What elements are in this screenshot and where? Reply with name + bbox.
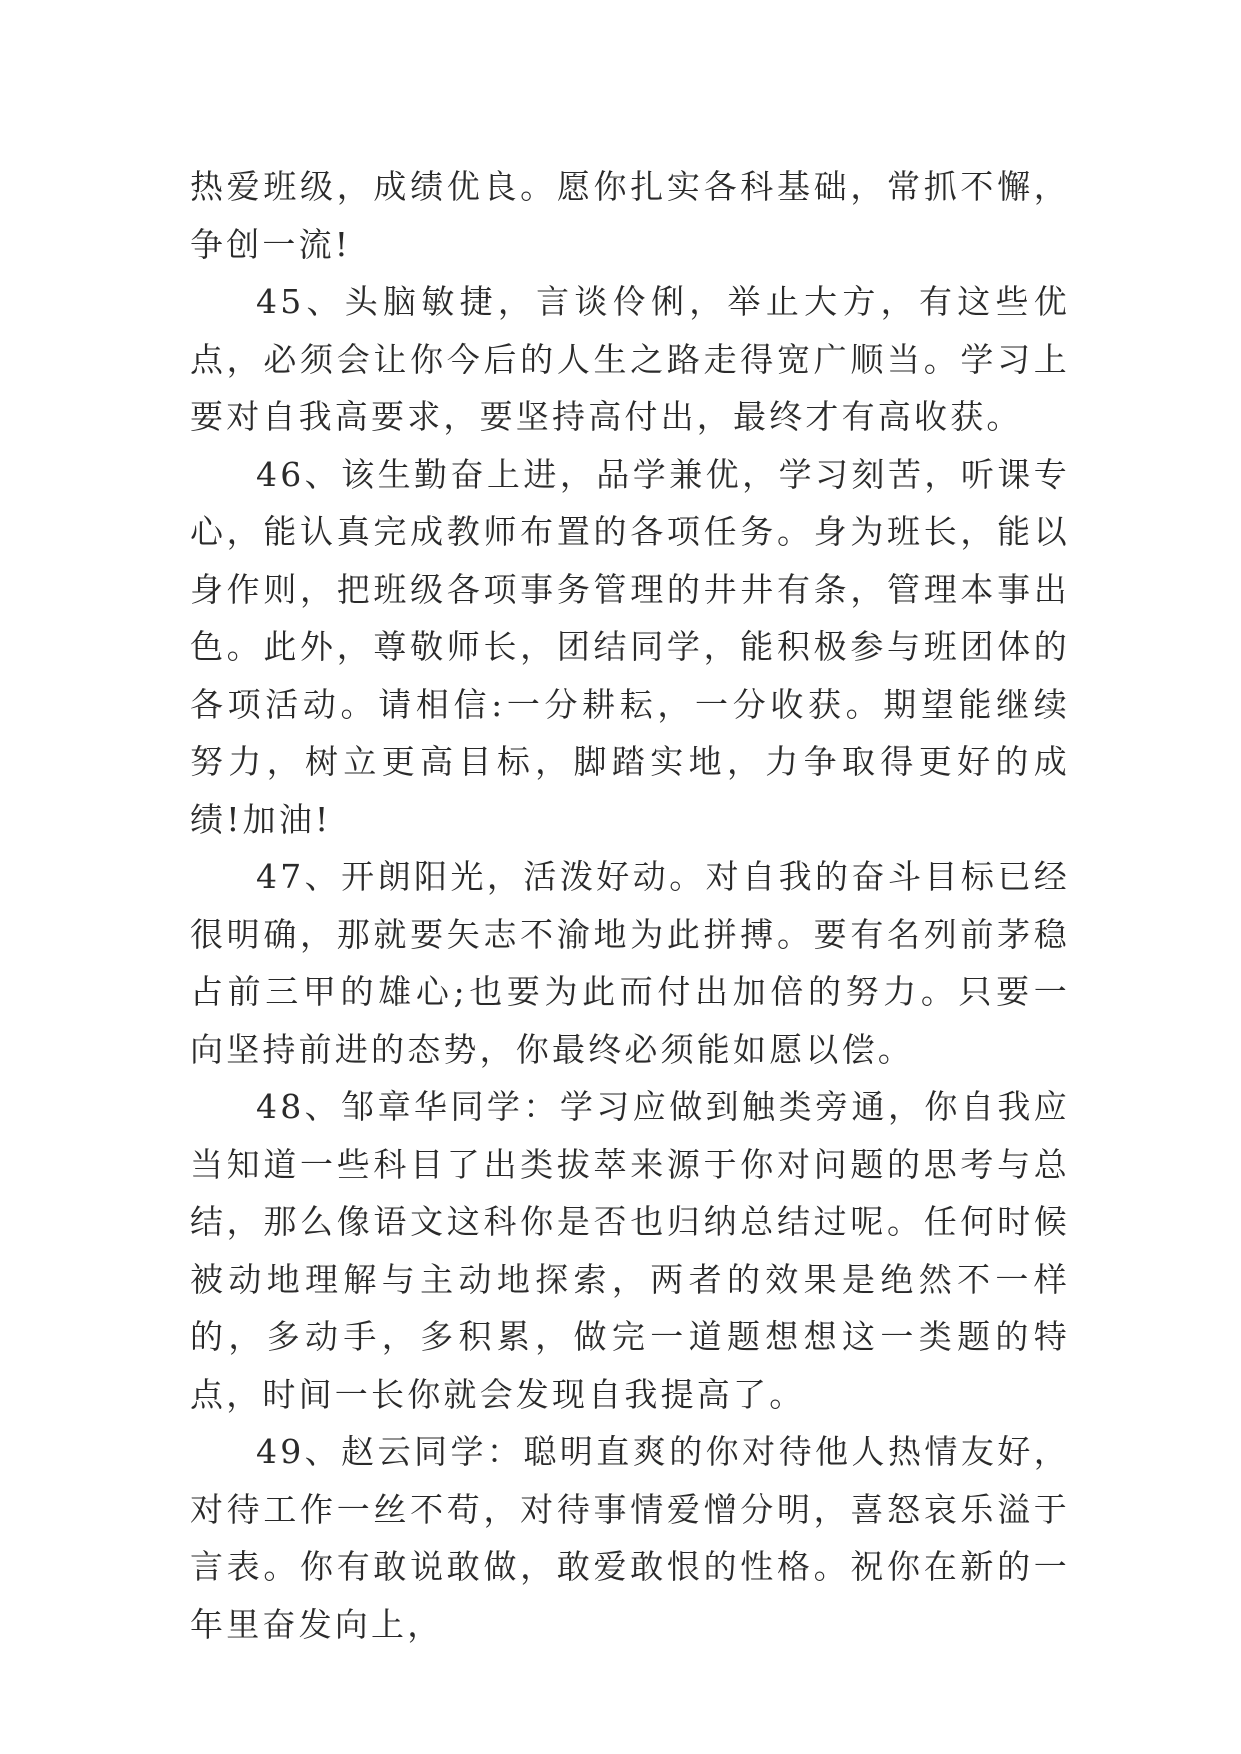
paragraph-45: 45、头脑敏捷，言谈伶俐，举止大方，有这些优点，必须会让你今后的人生之路走得宽广顺当。学习上要对自我高要求，要坚持高付出，最终才有高收获。 — [190, 282, 1070, 436]
document-body — [190, 158, 1070, 1653]
paragraph-49: 49、赵云同学：聪明直爽的你对待他人热情友好，对待工作一丝不苟，对待事情爱憎分明，喜怒哀乐溢于言表。你有敢说敢做，敢爱敢恨的性格。祝你在新的一年里奋发向上， — [190, 1432, 1070, 1644]
paragraph-46: 46、该生勤奋上进，品学兼优，学习刻苦，听课专心，能认真完成教师布置的各项任务。身为班长，能以身作则，把班级各项事务管理的井井有条，管理本事出色。此外，尊敬师长，团结同学，能积极参与班团体的各项活动。请相信:一分耕耘，一分收获。期望能继续努力，树立更高目标，脚踏实地，力争取得更好的成绩!加油! — [190, 454, 1070, 839]
paragraph-48: 48、邹章华同学：学习应做到触类旁通，你自我应当知道一些科目了出类拔萃来源于你对问题的思考与总结，那么像语文这科你是否也归纳总结过呢。任何时候被动地理解与主动地探索，两者的效果是绝然不一样的，多动手，多积累，做完一道题想想这一类题的特点，时间一长你就会发现自我提高了。 — [190, 1087, 1070, 1414]
paragraph-continuation: 热爱班级，成绩优良。愿你扎实各科基础，常抓不懈，争创一流! — [190, 167, 1070, 264]
paragraph-47: 47、开朗阳光，活泼好动。对自我的奋斗目标已经很明确，那就要矢志不渝地为此拼搏。要有名列前茅稳占前三甲的雄心;也要为此而付出加倍的努力。只要一向坚持前进的态势，你最终必须能如愿以偿。 — [190, 857, 1070, 1069]
